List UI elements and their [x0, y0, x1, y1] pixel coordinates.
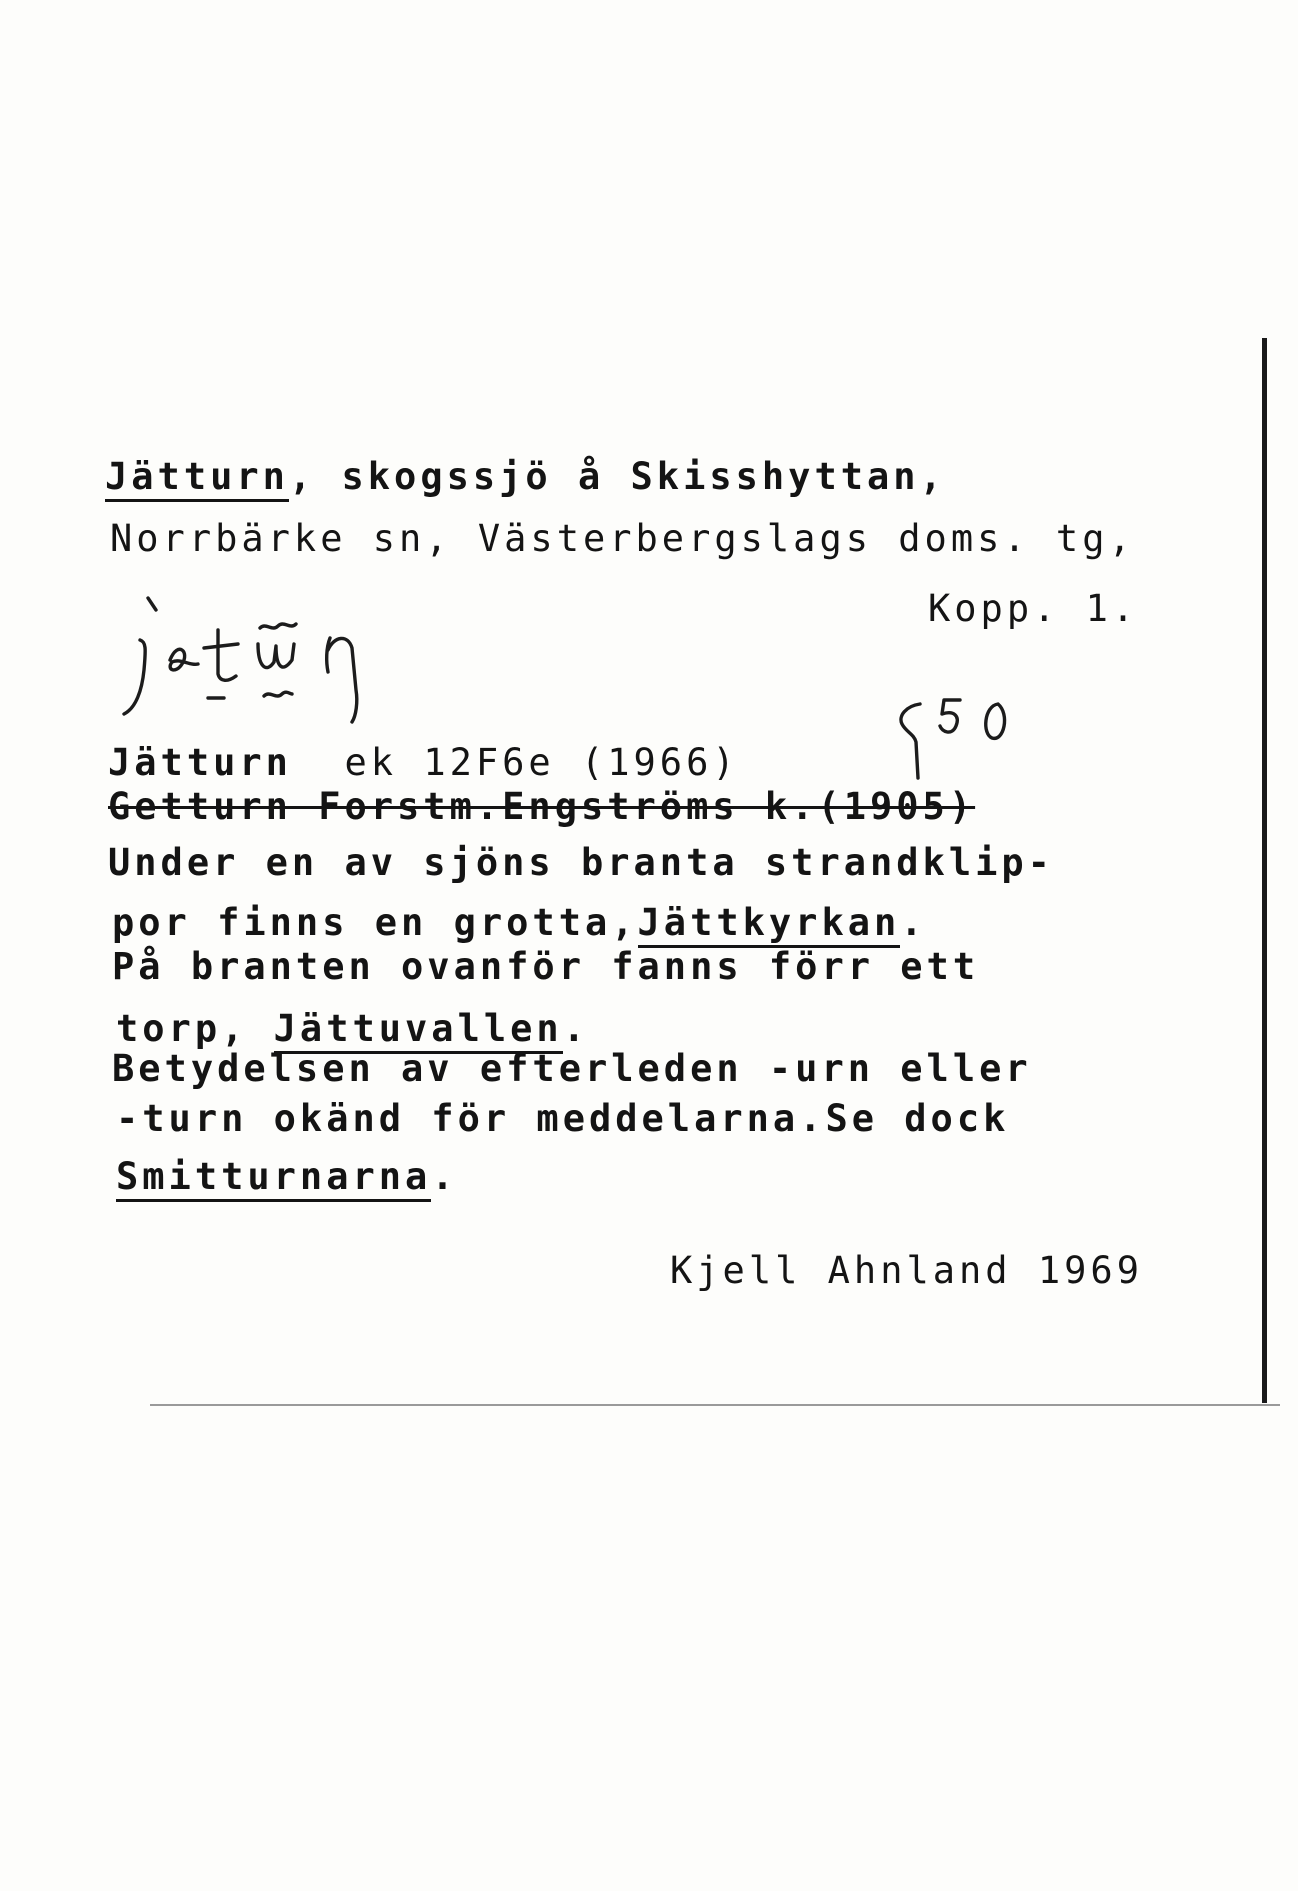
body-line-2: [112, 901, 927, 944]
struck-source-line: Getturn Forstm.Engströms k.(1905): [108, 785, 976, 828]
map-place-name: Jätturn: [108, 741, 292, 784]
card-edge-bottom: [150, 1404, 1280, 1406]
body-line-4-text: torp,: [116, 1007, 274, 1050]
body-line-3: På branten ovanför fanns förr ett: [112, 945, 980, 988]
handwritten-number: [880, 694, 1050, 784]
link-jattkyrkan: Jättkyrkan: [638, 901, 901, 948]
card-edge-right: [1262, 338, 1267, 1403]
link-jattuvallen: Jättuvallen: [274, 1007, 563, 1054]
body-line-7: [116, 1155, 458, 1198]
body-line-1: Under en av sjöns branta strandklip-: [108, 841, 1054, 884]
body-line-4-end: .: [562, 1007, 589, 1050]
header-location: , skogssjö å Skisshyttan,: [288, 455, 946, 498]
map-reference-line: [108, 741, 739, 784]
body-line-2-text: por finns en grotta,: [112, 901, 638, 944]
handwritten-pronunciation: [120, 590, 400, 730]
header-line-2: Norrbärke sn, Västerbergslags doms. tg,: [110, 517, 1135, 560]
body-line-4: [116, 1007, 589, 1050]
body-line-5: Betydelsen av efterleden -urn eller: [112, 1047, 1032, 1090]
kopp-reference: Kopp. 1.: [928, 587, 1139, 630]
map-code: ek 12F6e (1966): [344, 741, 739, 784]
body-line-2-end: .: [900, 901, 927, 944]
header-line-1: [105, 455, 946, 498]
signature: Kjell Ahnland 1969: [670, 1249, 1143, 1292]
place-name: Jätturn: [105, 455, 289, 502]
link-smitturnarna: Smitturnarna: [116, 1155, 431, 1202]
body-line-6: -turn okänd för meddelarna.Se dock: [116, 1097, 1010, 1140]
body-line-7-end: .: [431, 1155, 458, 1198]
